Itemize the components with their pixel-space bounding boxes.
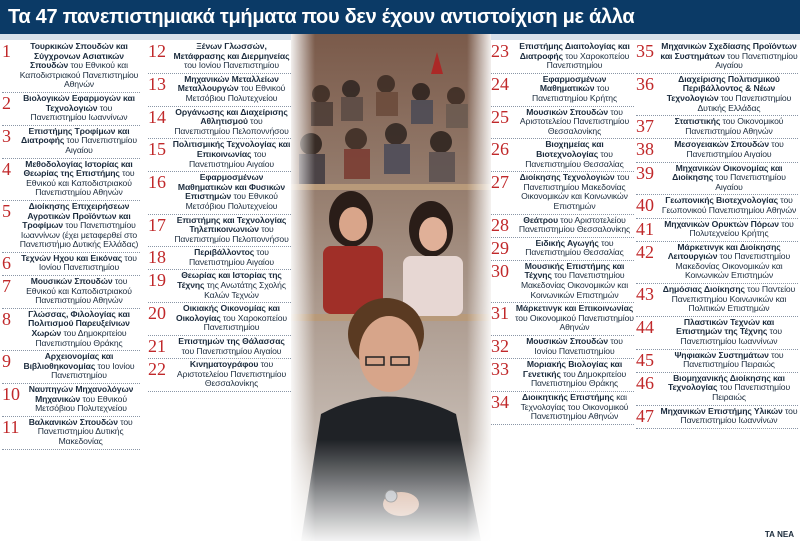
department-name: Μηχανικών Οικονομίας και Διοίκησης	[672, 162, 783, 183]
department-name: Γεωπονικής Βιοτεχνολογίας	[665, 195, 778, 206]
department-name: Περιβάλλοντος	[194, 247, 255, 258]
entry-text	[172, 360, 291, 389]
institution-name: του Εθνικού Μετσόβιου Πολυτεχνείου	[185, 191, 278, 211]
department-name: Διοίκησης Επιχειρήσεων Αγροτικών Προϊόντων και Τροφίμων	[22, 200, 131, 231]
entry-number: 26	[491, 139, 509, 160]
entry-number: 12	[148, 41, 166, 61]
institution-name: του Πανεπιστημίου Δυτικής Ελλάδας	[697, 92, 792, 113]
entry-text	[660, 164, 798, 193]
department-name: Μάρκετινγκ και Διοίκησης Λειτουργιών	[667, 241, 781, 262]
department-name: Μοριακής Βιολογίας και Γενετικής	[522, 359, 623, 379]
institution-name: του Οικονομικού Πανεπιστημίου Αθηνών	[685, 116, 784, 136]
entry-text	[172, 108, 291, 137]
department-name: Μηχανικών Σχεδίασης Προϊόντων και Συστημάτων	[660, 41, 797, 61]
credit-label: ΤΑ ΝΕΑ	[764, 530, 794, 539]
entry-text	[515, 262, 634, 300]
department-entry	[636, 195, 798, 218]
department-name: Βαλκανικών Σπουδών	[28, 416, 118, 427]
entry-number: 29	[491, 237, 509, 258]
entry-text	[515, 108, 634, 137]
department-name: Επιστήμης Τροφίμων και Διατροφής	[21, 125, 130, 146]
entry-number: 17	[148, 214, 166, 235]
entry-number: 41	[636, 218, 654, 239]
entry-number: 8	[2, 308, 11, 329]
entry-number: 1	[2, 41, 11, 61]
entry-text	[515, 239, 634, 258]
department-name: Τεχνών Ηχου και Εικόνας	[21, 252, 123, 263]
entry-text	[18, 254, 140, 273]
entry-text	[18, 352, 140, 381]
institution-name: και Τεχνολογίας του Οικονομικού Πανεπιστημίου Αθηνών	[520, 392, 629, 422]
entry-number: 22	[148, 359, 166, 380]
entry-text	[18, 202, 140, 250]
department-entry	[636, 116, 798, 139]
entry-number: 36	[636, 73, 654, 94]
institution-name: του Παντείου Πανεπιστημίου Κοινωνικών και Πολιτικών Επιστημών	[671, 284, 796, 314]
department-name: Στατιστικής	[674, 116, 721, 127]
department-entry	[491, 261, 634, 303]
department-entry	[491, 392, 634, 425]
institution-name: του Πανεπιστημίου Αιγαίου	[715, 50, 798, 71]
institution-name: του Εθνικού και Καποδιστριακού Πανεπιστημίου Αθηνών	[26, 168, 135, 198]
entry-number: 5	[2, 200, 11, 221]
entry-number: 15	[148, 139, 166, 160]
entry-text	[172, 75, 291, 104]
entry-text	[172, 337, 291, 356]
institution-name: του Πανεπιστημίου Ιωαννίνων	[680, 326, 782, 347]
department-entry	[2, 351, 140, 384]
department-entry	[2, 93, 140, 126]
institution-name: του Πανεπιστημίου Θεσσαλίας	[525, 148, 624, 169]
entry-text	[18, 127, 140, 156]
entry-number: 4	[2, 158, 11, 179]
department-name: Διοίκησης Τεχνολογιών	[519, 172, 615, 183]
department-entry	[2, 417, 140, 450]
entry-text	[660, 318, 798, 347]
department-name: Κινηματογράφου	[189, 359, 259, 370]
institution-name: του Πανεπιστημίου Αιγαίου	[181, 345, 282, 356]
institution-name: του Εθνικού Μετσόβιου Πολυτεχνείου	[185, 83, 286, 103]
entry-text	[18, 310, 140, 348]
institution-name: του Δημοκριτείου Πανεπιστημίου Θράκης	[35, 328, 127, 348]
institution-name: του Πανεπιστημίου Θεσσαλίας	[525, 237, 624, 258]
department-name: Βιολογικών Εφαρμογών και Τεχνολογιών	[23, 92, 135, 113]
institution-name: του Πανεπιστημίου Αιγαίου	[188, 148, 275, 169]
department-name: Πλαστικών Τεχνών και Επιστημών της Τέχνης	[676, 316, 775, 337]
department-entry	[636, 317, 798, 350]
institution-name: του Πανεπιστημίου Αιγαίου	[188, 247, 275, 267]
department-entry	[148, 303, 291, 336]
department-entry	[2, 384, 140, 417]
institution-name: του Πανεπιστημίου Κρήτης	[531, 83, 618, 103]
institution-name: του Αριστοτελείου Πανεπιστημίου Θεσσαλονίκης	[519, 106, 630, 136]
department-entry	[491, 336, 634, 359]
department-name: Ψηφιακών Συστημάτων	[674, 349, 769, 360]
entry-number: 9	[2, 351, 11, 372]
department-name: Μουσικών Σπουδών	[526, 106, 609, 117]
entry-text	[660, 243, 798, 281]
institution-name: του Ιονίου Πανεπιστημίου	[38, 252, 137, 273]
entry-number: 3	[2, 125, 11, 146]
entry-text	[660, 196, 798, 215]
department-name: Μάρκετινγκ και Επικοινωνίας	[515, 303, 634, 314]
department-name: Διοικητικής Επιστήμης	[522, 392, 614, 402]
entry-text	[515, 173, 634, 211]
entry-text	[515, 216, 634, 235]
column-1	[2, 41, 140, 529]
institution-name: του Πανεπιστημίου Μακεδονίας Οικονομικών και Κοινωνικών Επιστημών	[675, 251, 791, 281]
department-name: Βιομηχανικής Διοίκησης και Τεχνολογίας	[667, 372, 785, 393]
entry-number: 19	[148, 270, 166, 291]
department-entry	[636, 350, 798, 373]
department-entry	[148, 41, 291, 74]
entry-text	[22, 385, 140, 414]
department-name: Πολιτισμικής Τεχνολογίας και Επικοινωνίας	[172, 139, 291, 159]
department-name: Τουρκικών Σπουδών και Σύγχρονων Ασιατικών Σπουδών	[30, 41, 128, 71]
entry-text	[660, 117, 798, 136]
entry-number: 47	[636, 405, 654, 426]
column-2	[148, 41, 291, 529]
entry-number: 6	[2, 252, 11, 273]
institution-name: του Πανεπιστημίου Πειραιώς	[683, 349, 784, 370]
department-entry	[148, 215, 291, 248]
department-name: Μεσογειακών Σπουδών	[674, 139, 770, 150]
entry-text	[660, 140, 798, 159]
department-entry	[2, 201, 140, 253]
institution-name: του Εθνικού και Καποδιστριακού Πανεπιστημίου Αθηνών	[19, 60, 139, 90]
department-entry	[2, 159, 140, 201]
department-name: Ξένων Γλωσσών, Μετάφρασης και Διερμηνείας	[173, 41, 290, 61]
department-name: Επιστημών της Θάλασσας	[178, 336, 285, 347]
department-name: Επιστήμης Διαιτολογίας και Διατροφής	[519, 41, 630, 61]
department-entry	[491, 107, 634, 140]
institution-name: του Πανεπιστημίου Πειραιώς	[712, 382, 791, 402]
department-entry	[636, 74, 798, 116]
institution-name: του Πανεπιστημίου Αιγαίου	[64, 135, 137, 155]
entry-number: 46	[636, 372, 654, 393]
entry-number: 27	[491, 172, 509, 193]
department-entry	[491, 303, 634, 336]
entry-number: 38	[636, 139, 654, 160]
institution-name: του Ιονίου Πανεπιστημίου	[534, 336, 623, 356]
institution-name: του Δημοκριτείου Πανεπιστημίου Θράκης	[530, 368, 627, 389]
department-name: Μουσικών Σπουδών	[30, 276, 113, 287]
institution-name: του Αριστοτελείου Πανεπιστημίου Θεσσαλονίκης	[518, 214, 631, 235]
department-name: Μηχανικών Ορυκτών Πόρων	[664, 218, 779, 229]
department-entry	[2, 276, 140, 309]
entry-number: 13	[148, 73, 166, 94]
department-entry	[148, 359, 291, 392]
department-name: Ειδικής Αγωγής	[535, 237, 599, 248]
entry-number: 34	[491, 392, 509, 412]
institution-name: του Πανεπιστημίου Αιγαίου	[686, 139, 784, 159]
department-entry	[148, 247, 291, 270]
department-entry	[491, 215, 634, 238]
department-name: Αρχειονομίας και Βιβλιοθηκονομίας	[23, 351, 114, 371]
department-entry	[2, 126, 140, 159]
institution-name: του Οικονομικού Πανεπιστημίου Αθηνών	[515, 312, 634, 333]
entry-number: 2	[2, 92, 11, 113]
department-entry	[2, 253, 140, 276]
department-entry	[636, 284, 798, 317]
entry-text	[172, 173, 291, 211]
department-entry	[148, 139, 291, 172]
entry-number: 43	[636, 284, 654, 305]
entry-number: 16	[148, 172, 166, 193]
entry-number: 33	[491, 359, 509, 380]
institution-name: του Εθνικού Μετσόβιου Πολυτεχνείου	[35, 393, 127, 414]
entry-text	[18, 160, 140, 198]
department-name: Εφαρμοσμένων Μαθηματικών	[539, 73, 607, 94]
department-entry	[2, 309, 140, 351]
entry-text	[172, 271, 291, 300]
institution-name: του Πανεπιστημίου Αιγαίου	[713, 172, 786, 192]
institution-name: του Πανεπιστημίου Μακεδονίας Οικονομικών και Κοινωνικών Επιστημών	[521, 172, 630, 211]
department-entry	[148, 336, 291, 359]
department-name: Θεάτρου	[523, 214, 558, 225]
institution-name: του Πανεπιστημίου Μακεδονίας Οικονομικών και Κοινωνικών Επιστημών	[520, 270, 629, 300]
department-entry	[148, 172, 291, 214]
department-entry	[2, 41, 140, 93]
institution-name: του Χαροκοπείου Πανεπιστημίου	[203, 312, 287, 333]
department-entry	[636, 163, 798, 196]
department-entry	[491, 74, 634, 107]
department-entry	[636, 41, 798, 74]
entry-number: 44	[636, 316, 654, 337]
entry-number: 40	[636, 195, 654, 216]
entry-number: 39	[636, 162, 654, 183]
entry-number: 30	[491, 260, 509, 281]
column-4	[636, 41, 798, 529]
department-entry	[636, 139, 798, 162]
entry-text	[660, 407, 798, 426]
department-name: Μουσικών Σπουδών	[526, 336, 609, 347]
entry-number: 31	[491, 303, 509, 324]
entry-text	[21, 418, 140, 447]
entry-text	[172, 42, 291, 71]
entry-number: 11	[2, 416, 20, 437]
institution-name: του Αριστοτελείου Πανεπιστημίου Θεσσαλονίκης	[176, 359, 287, 389]
department-name: Θεωρίας και Ιστορίας της Τέχνης	[177, 270, 282, 291]
institution-name: του Πανεπιστημίου Πελοποννήσου	[174, 116, 289, 136]
entry-text	[172, 140, 291, 169]
department-entry	[636, 242, 798, 284]
department-name: Ναυπηγών Μηχανολόγων Μηχανικών	[28, 384, 134, 404]
institution-name: της Ανωτάτης Σχολής Καλών Τεχνών	[204, 280, 286, 300]
department-name: Μουσικής Επιστήμης και Τέχνης	[524, 260, 625, 281]
department-entry	[636, 406, 798, 429]
department-entry	[636, 373, 798, 406]
entry-text	[660, 285, 798, 314]
entry-number: 21	[148, 336, 166, 357]
department-entry	[148, 270, 291, 303]
department-name: Γλώσσας, Φιλολογίας και Πολιτισμού Παρευξείνιων Χωρών	[28, 308, 130, 339]
entry-number: 23	[491, 41, 509, 61]
institution-name: του Γεωπονικού Πανεπιστημίου Αθηνών	[661, 195, 797, 215]
entry-number: 14	[148, 106, 166, 127]
entry-number: 25	[491, 106, 509, 127]
entry-text	[515, 337, 634, 356]
students-lecture-hall-photo	[291, 34, 491, 541]
entry-text	[515, 140, 634, 169]
institution-name: του Χαροκοπείου Πανεπιστημίου	[546, 50, 630, 71]
institution-name: του Πανεπιστημίου Ιωαννίνων (έχει μεταφερθεί στο Πανεπιστήμιο Δυτικής Ελλάδας)	[19, 220, 139, 250]
institution-name: του Πολυτεχνείου Κρήτης	[689, 218, 794, 239]
entry-number: 18	[148, 247, 166, 268]
institution-name: του Πανεπιστημίου Ιωαννίνων	[30, 102, 128, 123]
entry-text	[18, 94, 140, 123]
department-entry	[491, 41, 634, 74]
entry-text	[660, 374, 798, 403]
entry-number: 37	[636, 116, 654, 137]
institution-name: του Πανεπιστημίου Ιωαννίνων	[680, 405, 798, 426]
entry-number: 24	[491, 73, 509, 94]
entry-text	[172, 304, 291, 333]
department-name: Επιστήμης και Τεχνολογίας Τηλεπικοινωνιών	[176, 214, 287, 235]
department-name: Δημόσιας Διοίκησης	[662, 284, 745, 295]
entry-text	[515, 393, 634, 422]
department-name: Μηχανικών Μεταλλείων Μεταλλουργών	[177, 73, 279, 94]
entry-number: 10	[2, 384, 20, 404]
department-entry	[491, 139, 634, 172]
entry-text	[18, 42, 140, 90]
department-entry	[636, 219, 798, 242]
department-entry	[491, 238, 634, 261]
entry-text	[660, 75, 798, 113]
entry-text	[660, 42, 798, 71]
department-name: Μηχανικών Επιστήμης Υλικών	[660, 405, 783, 416]
department-name: Μεθοδολογίας Ιστορίας και Θεωρίας της Επιστήμης	[23, 158, 133, 179]
department-entry	[148, 74, 291, 107]
institution-name: του Πανεπιστημίου Δυτικής Μακεδονίας	[37, 416, 133, 446]
institution-name: του Ιονίου Πανεπιστημίου	[184, 60, 279, 71]
entry-number: 32	[491, 336, 509, 357]
entry-number: 28	[491, 214, 509, 235]
entry-text	[515, 360, 634, 389]
entry-number: 45	[636, 349, 654, 370]
department-name: Οργάνωσης και Διαχείρισης Αθλητισμού	[175, 106, 288, 127]
page-title: Τα 47 πανεπιστημιακά τμήματα που δεν έχουν αντιστοίχιση με άλλα	[0, 0, 800, 34]
institution-name: του Πανεπιστημίου Πελοποννήσου	[174, 224, 289, 244]
entry-text	[515, 75, 634, 104]
department-entry	[491, 359, 634, 392]
department-entry	[491, 172, 634, 214]
entry-text	[172, 248, 291, 267]
entry-text	[660, 351, 798, 370]
entry-text	[515, 42, 634, 71]
department-name: Εφαρμοσμένων Μαθηματικών και Φυσικών Επιστημών	[177, 172, 286, 202]
department-name: Βιοχημείας και Βιοτεχνολογίας	[536, 139, 604, 159]
entry-number: 20	[148, 303, 166, 324]
institution-name: του Ιονίου Πανεπιστημίου	[51, 360, 135, 381]
entry-number: 42	[636, 241, 654, 262]
department-name: Διαχείρισης Πολιτισμικού Περιβάλλοντος & Νέων Τεχνολογιών	[666, 73, 780, 103]
institution-name: του Εθνικού και Καποδιστριακού Πανεπιστημίου Αθηνών	[26, 276, 132, 306]
entry-text	[515, 304, 634, 333]
entry-text	[660, 220, 798, 239]
entry-number: 35	[636, 41, 654, 61]
entry-number: 7	[2, 276, 11, 297]
department-name: Οικιακής Οικονομίας και Οικολογίας	[176, 303, 280, 323]
entry-text	[172, 216, 291, 245]
column-3	[491, 41, 634, 529]
department-entry	[148, 107, 291, 140]
entry-text	[18, 277, 140, 306]
